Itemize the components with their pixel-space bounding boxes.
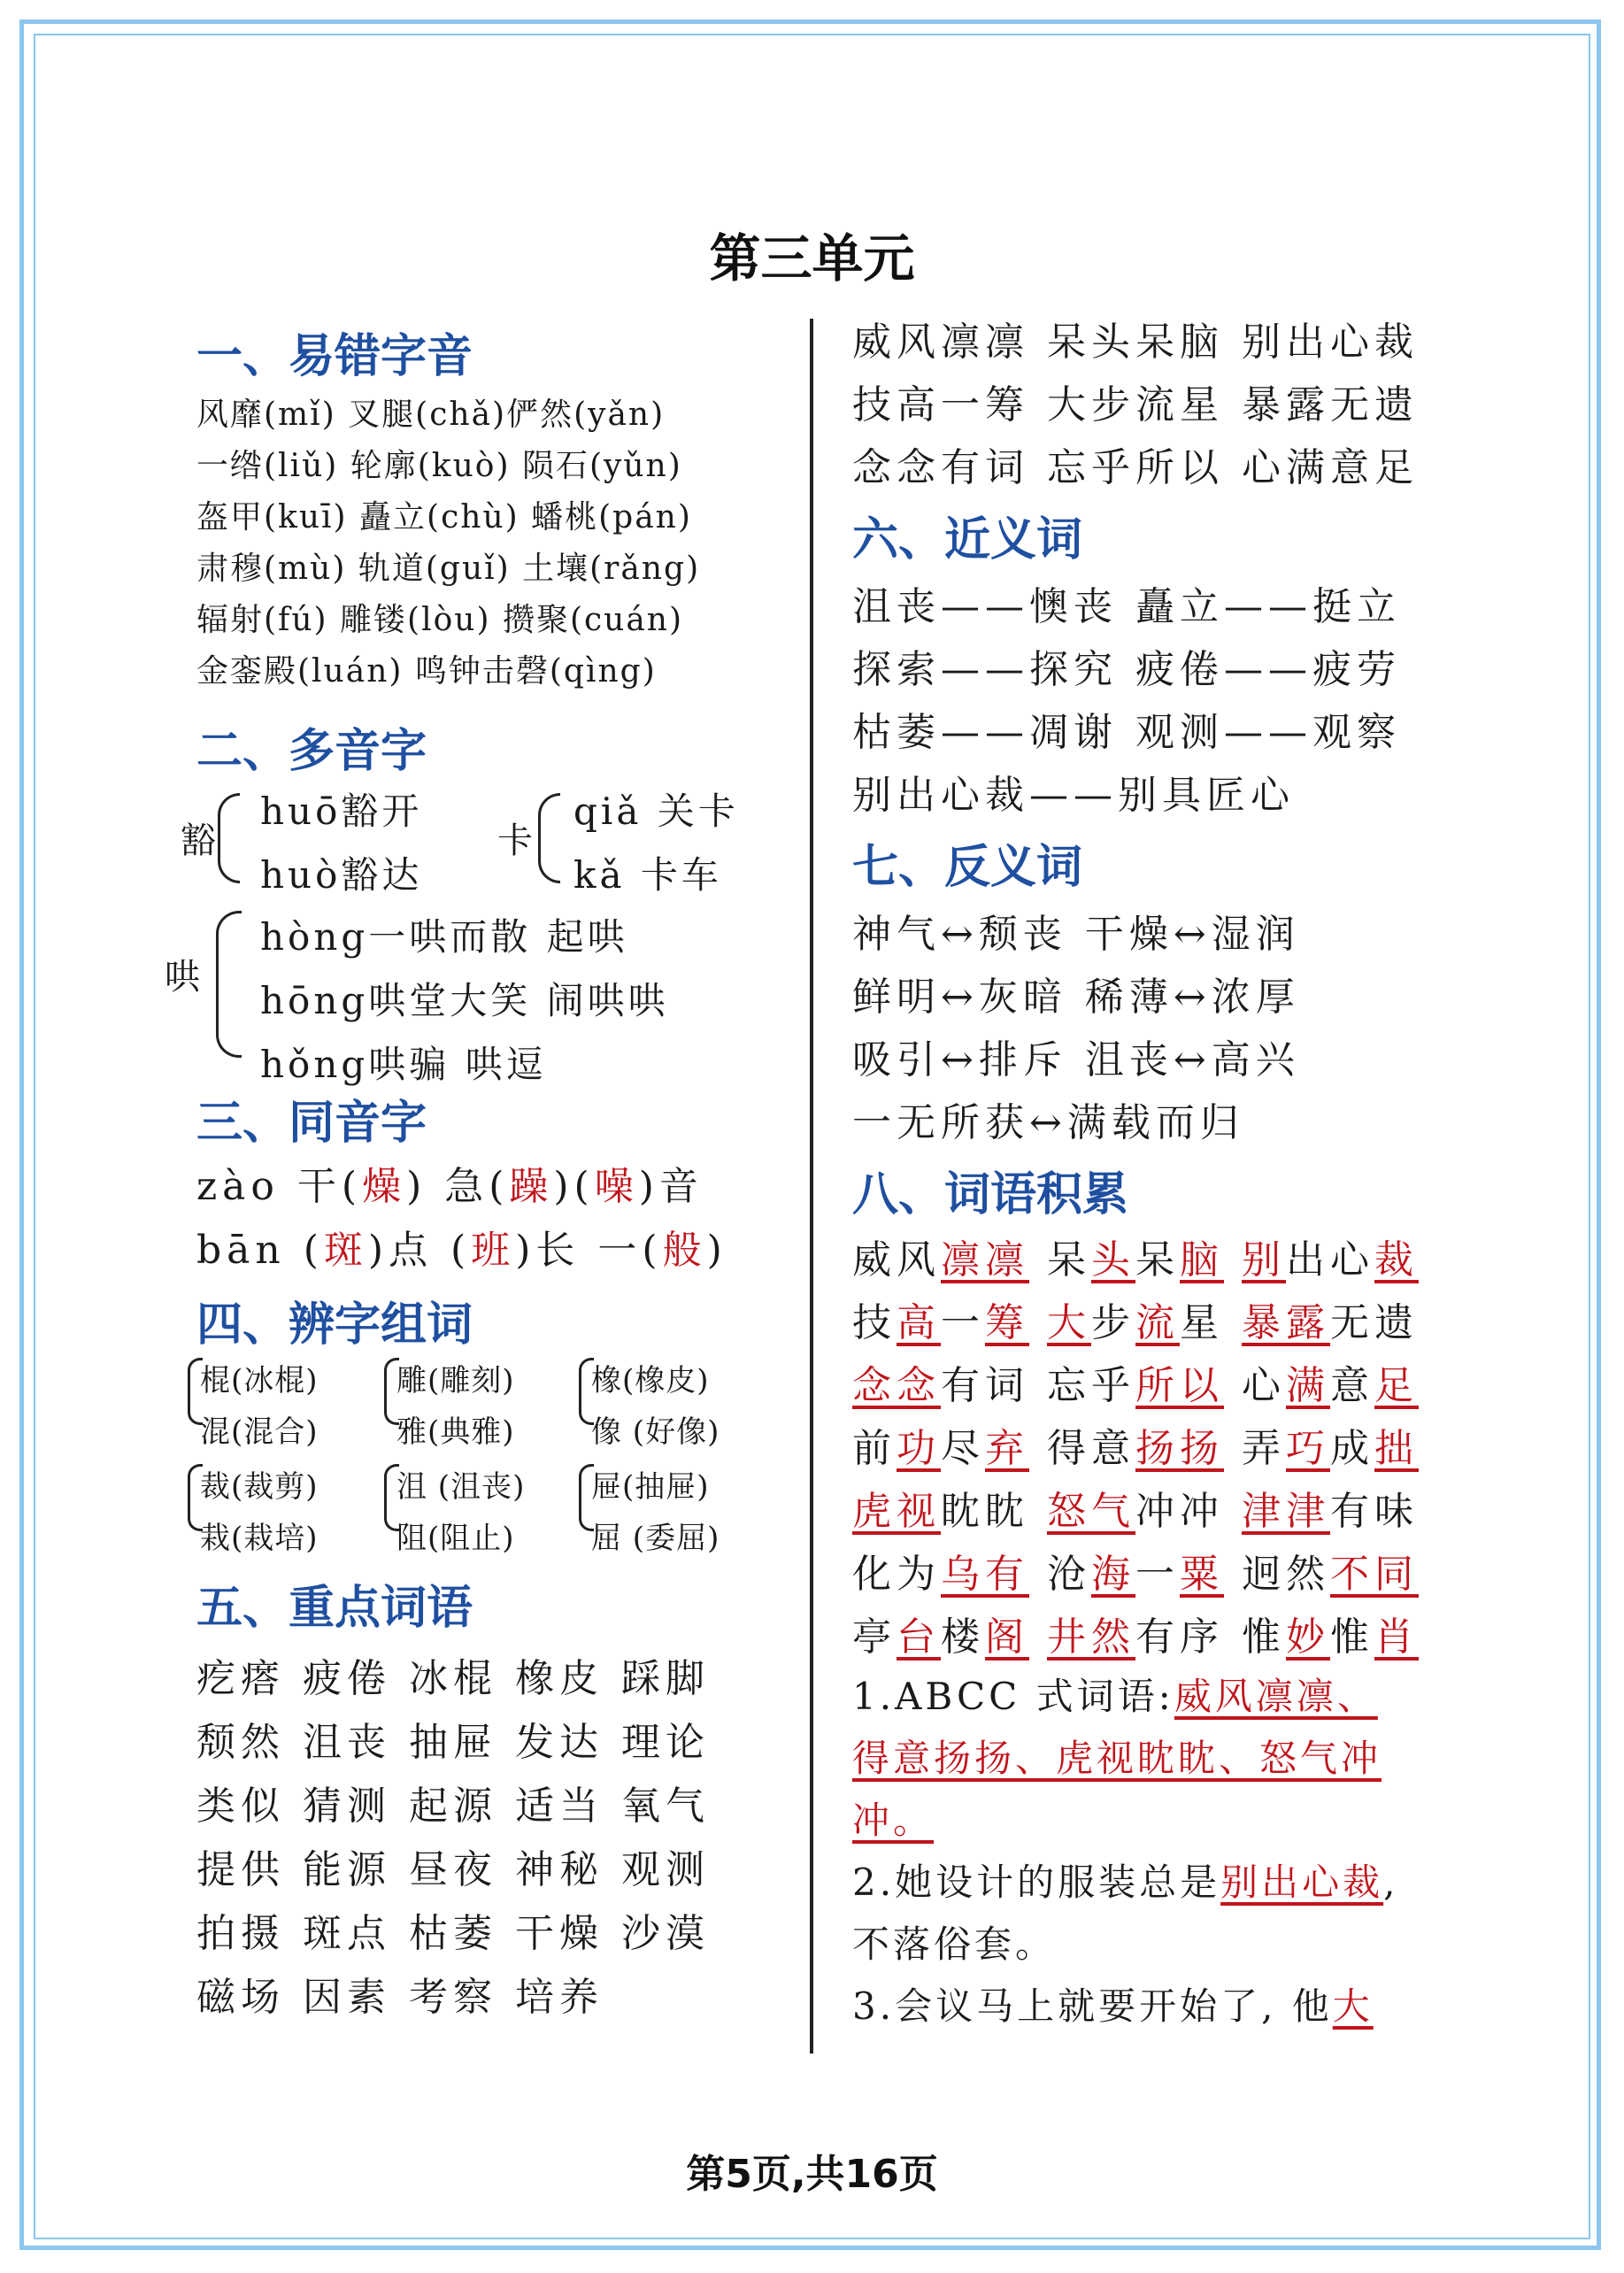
section-heading-8: 八、词语积累 [852,1168,1129,1221]
answer: 台 [897,1614,941,1660]
column-divider [810,319,813,2053]
answer: 躁 [509,1164,554,1209]
text-segment: 迥然 [1224,1552,1330,1597]
answer: 威风凛凛、 [1174,1675,1378,1718]
answer: 虎视 [852,1489,941,1534]
right-column [852,310,1454,2039]
section-heading-1: 一、易错字音 [196,330,473,383]
answer: 所以 [1135,1363,1224,1408]
answer: 凛凛 [941,1237,1029,1283]
page-number: 第5页,共16页 [686,2152,938,2197]
answer: 阁 [985,1614,1029,1660]
text-segment: 星 [1180,1300,1242,1345]
text-segment: 步 [1091,1300,1135,1345]
polyphone-reading: hòng一哄而散 起哄 [260,915,628,959]
section-1-list [196,389,798,697]
antonym-line: 鲜明↔灰暗 稀薄↔浓厚 [852,975,1300,1020]
answer: 足 [1374,1363,1419,1408]
text-segment: 成 [1330,1426,1374,1471]
compare-item: 裁(裁剪) [200,1469,319,1505]
polyphone-reading: hōng哄堂大笑 闹哄哄 [260,979,669,1022]
char-compare-block [196,1356,798,1568]
accumulation-line [852,1353,1454,1416]
compare-item: 屉(抽屉) [591,1469,710,1505]
brace-icon [218,793,240,883]
polyphone-reading: huō豁开 [260,790,423,833]
text-segment: 眈眈 [941,1489,1047,1534]
text-segment: 出心 [1286,1237,1374,1283]
accumulation-line [852,1416,1454,1479]
answer: 头 [1091,1237,1135,1283]
compare-item: 屈 (委屈) [591,1521,720,1556]
text-segment: 化为 [852,1552,941,1597]
polyphone-reading: kǎ 卡车 [573,853,722,897]
word-line: 念念有词 忘乎所以 心满意足 [852,445,1419,490]
polyphone-char: 豁 [181,821,216,861]
answer: 大 [1332,1984,1374,2028]
text-segment [1029,1300,1047,1345]
compare-item: 沮 (沮丧) [396,1469,526,1505]
text-segment [1029,1614,1047,1660]
section-heading-4: 四、辨字组词 [196,1298,473,1352]
pronunciation-line: 一绺(liǔ) 轮廓(kuò) 陨石(yǔn) [196,448,682,484]
answer: 暴露 [1242,1300,1330,1345]
left-column [165,319,798,2029]
text-segment: 呆 [1135,1237,1180,1283]
accumulation-line [852,1479,1454,1542]
answer: 肖 [1374,1614,1419,1660]
pinyin: bān [196,1228,286,1273]
polyphone-block [165,782,798,1086]
answer: 津津 [1242,1489,1330,1534]
answer: 井然 [1047,1614,1135,1660]
section-heading-3: 三、同音字 [196,1097,427,1150]
section-heading-5: 五、重点词语 [196,1582,473,1635]
answer: 不同 [1330,1552,1419,1597]
compare-item: 雕(雕刻) [396,1363,515,1398]
text-segment: 有词 忘乎 [941,1363,1135,1408]
text-segment: 呆 [1029,1237,1091,1283]
word-line: 磁场 因素 考察 培养 [196,1975,604,2020]
compare-item: 阻(阻止) [396,1521,515,1556]
compare-item: 栽(栽培) [200,1521,319,1556]
homophone-line: zào 干(燥) 急(躁)(噪)音 [196,1164,704,1209]
answer: 般 [662,1228,707,1273]
synonym-list [852,574,1454,826]
pronunciation-line: 肃穆(mù) 轨道(guǐ) 土壤(rǎng) [196,551,701,587]
answer: 高 [897,1300,941,1345]
answer: 流 [1135,1300,1180,1345]
synonym-line: 探索——探究 疲倦——疲劳 [852,647,1401,692]
answer: 筹 [985,1300,1029,1345]
compare-item: 橡(橡皮) [591,1363,710,1398]
exercise-line [852,1791,1454,1853]
key-words-list [196,1646,798,2029]
text-segment: 威风 [852,1237,941,1283]
word-line: 疙瘩 疲倦 冰棍 橡皮 踩脚 [196,1656,710,1701]
polyphone-char: 卡 [497,821,533,861]
answer: 念念 [852,1363,941,1408]
text-segment: 弄 [1224,1426,1286,1471]
text-segment: 惟 [1330,1614,1374,1660]
answer: 斑 [323,1228,368,1273]
answer: 冲。 [852,1799,935,1842]
text-segment: 技 [852,1300,897,1345]
answer: 乌有 [941,1552,1029,1597]
exercise-line: 1.ABCC 式词语:威风凛凛、 [852,1675,1378,1718]
answer: 拙 [1374,1426,1419,1471]
pronunciation-line: 风靡(mǐ) 叉腿(chǎ)俨然(yǎn) [196,397,666,433]
text-segment: 得意 [1029,1426,1135,1471]
word-line: 威风凛凛 呆头呆脑 别出心裁 [852,320,1419,365]
pronunciation-line: 盔甲(kuī) 矗立(chù) 蟠桃(pán) [196,499,692,536]
section-heading-2: 二、多音字 [196,725,427,778]
word-line: 拍摄 斑点 枯萎 干燥 沙漠 [196,1911,710,1956]
synonym-line: 别出心裁——别具匠心 [852,773,1295,818]
accumulation-line [852,1228,1454,1291]
polyphone-reading: qiǎ 关卡 [573,790,739,833]
answer: 妙 [1286,1614,1330,1660]
answer: 脑 [1180,1237,1224,1283]
section-heading-6: 六、近义词 [852,513,1083,566]
polyphone-reading: huò豁达 [260,853,423,897]
page-title: 第三单元 [709,228,915,289]
text-segment: 一 [1135,1552,1180,1597]
text-segment: 沧 [1029,1552,1091,1597]
answer: 怒气 [1047,1489,1135,1534]
word-line: 技高一筹 大步流星 暴露无遗 [852,382,1419,428]
text-segment: 亭 [852,1614,897,1660]
answer: 班 [471,1228,516,1273]
text-segment: 无遗 [1330,1300,1419,1345]
compare-item: 雅(典雅) [396,1414,515,1450]
text-segment: 意 [1330,1363,1374,1408]
homophone-line: bān (斑)点 (班)长 一(般) [196,1228,727,1273]
text-segment: 前 [852,1426,897,1471]
answer: 弃 [985,1426,1029,1471]
answer: 得意扬扬、虎视眈眈、怒气冲 [852,1737,1382,1780]
word-line: 类似 猜测 起源 适当 氧气 [196,1784,710,1829]
compare-item: 棍(冰棍) [200,1363,319,1398]
text-segment: 有序 惟 [1135,1614,1286,1660]
accumulation-line [852,1542,1454,1605]
polyphone-reading: hǒng哄骗 哄逗 [260,1043,547,1086]
pronunciation-line: 金銮殿(luán) 鸣钟击磬(qìng) [196,653,657,690]
text-segment: 有味 [1330,1489,1419,1534]
exercise-line: 2.她设计的服装总是别出心裁, [852,1861,1399,1904]
antonym-line: 一无所获↔满载而归 [852,1100,1244,1145]
accumulation-line [852,1605,1454,1668]
answer: 满 [1286,1363,1330,1408]
text-segment: 楼 [941,1614,985,1660]
section-heading-7: 七、反义词 [852,841,1083,894]
exercise-line: 3.会议马上就要开始了, 他大 [852,1984,1374,2028]
answer: 巧 [1286,1426,1330,1471]
antonym-list [852,902,1454,1153]
word-line: 颓然 沮丧 抽屉 发达 理论 [196,1720,710,1765]
antonym-line: 吸引↔排斥 沮丧↔高兴 [852,1037,1300,1083]
text-segment: 一 [941,1300,985,1345]
idiom-list [852,310,1454,498]
polyphone-char: 哄 [165,957,200,998]
answer: 裁 [1374,1237,1419,1283]
pronunciation-line: 辐射(fú) 雕镂(lòu) 攒聚(cuán) [196,602,684,638]
text-segment: 心 [1224,1363,1286,1408]
answer: 噪 [594,1164,639,1209]
accumulation-line [852,1291,1454,1353]
answer: 燥 [362,1164,407,1209]
antonym-line: 神气↔颓丧 干燥↔湿润 [852,912,1300,957]
synonym-line: 枯萎——凋谢 观测——观察 [852,710,1401,755]
answer: 粟 [1180,1552,1224,1597]
accumulation-list [852,1228,1454,1668]
text-segment: 冲冲 [1135,1489,1242,1534]
answer: 大 [1047,1300,1091,1345]
pinyin: zào [196,1164,280,1209]
answer: 扬扬 [1135,1426,1224,1471]
exercise-line [852,1730,1454,1791]
answer: 别 [1242,1237,1286,1283]
answer: 海 [1091,1552,1135,1597]
compare-item: 混(混合) [200,1414,319,1450]
exercise-line: 不落俗套。 [852,1922,1057,1966]
brace-icon [538,793,560,883]
answer: 别出心裁 [1220,1861,1384,1904]
word-line: 提供 能源 昼夜 神秘 观测 [196,1847,710,1892]
synonym-line: 沮丧——懊丧 矗立——挺立 [852,584,1401,629]
compare-item: 像 (好像) [591,1414,720,1450]
text-segment: 尽 [941,1426,985,1471]
brace-icon [216,911,242,1058]
text-segment [1224,1237,1242,1283]
answer: 功 [897,1426,941,1471]
